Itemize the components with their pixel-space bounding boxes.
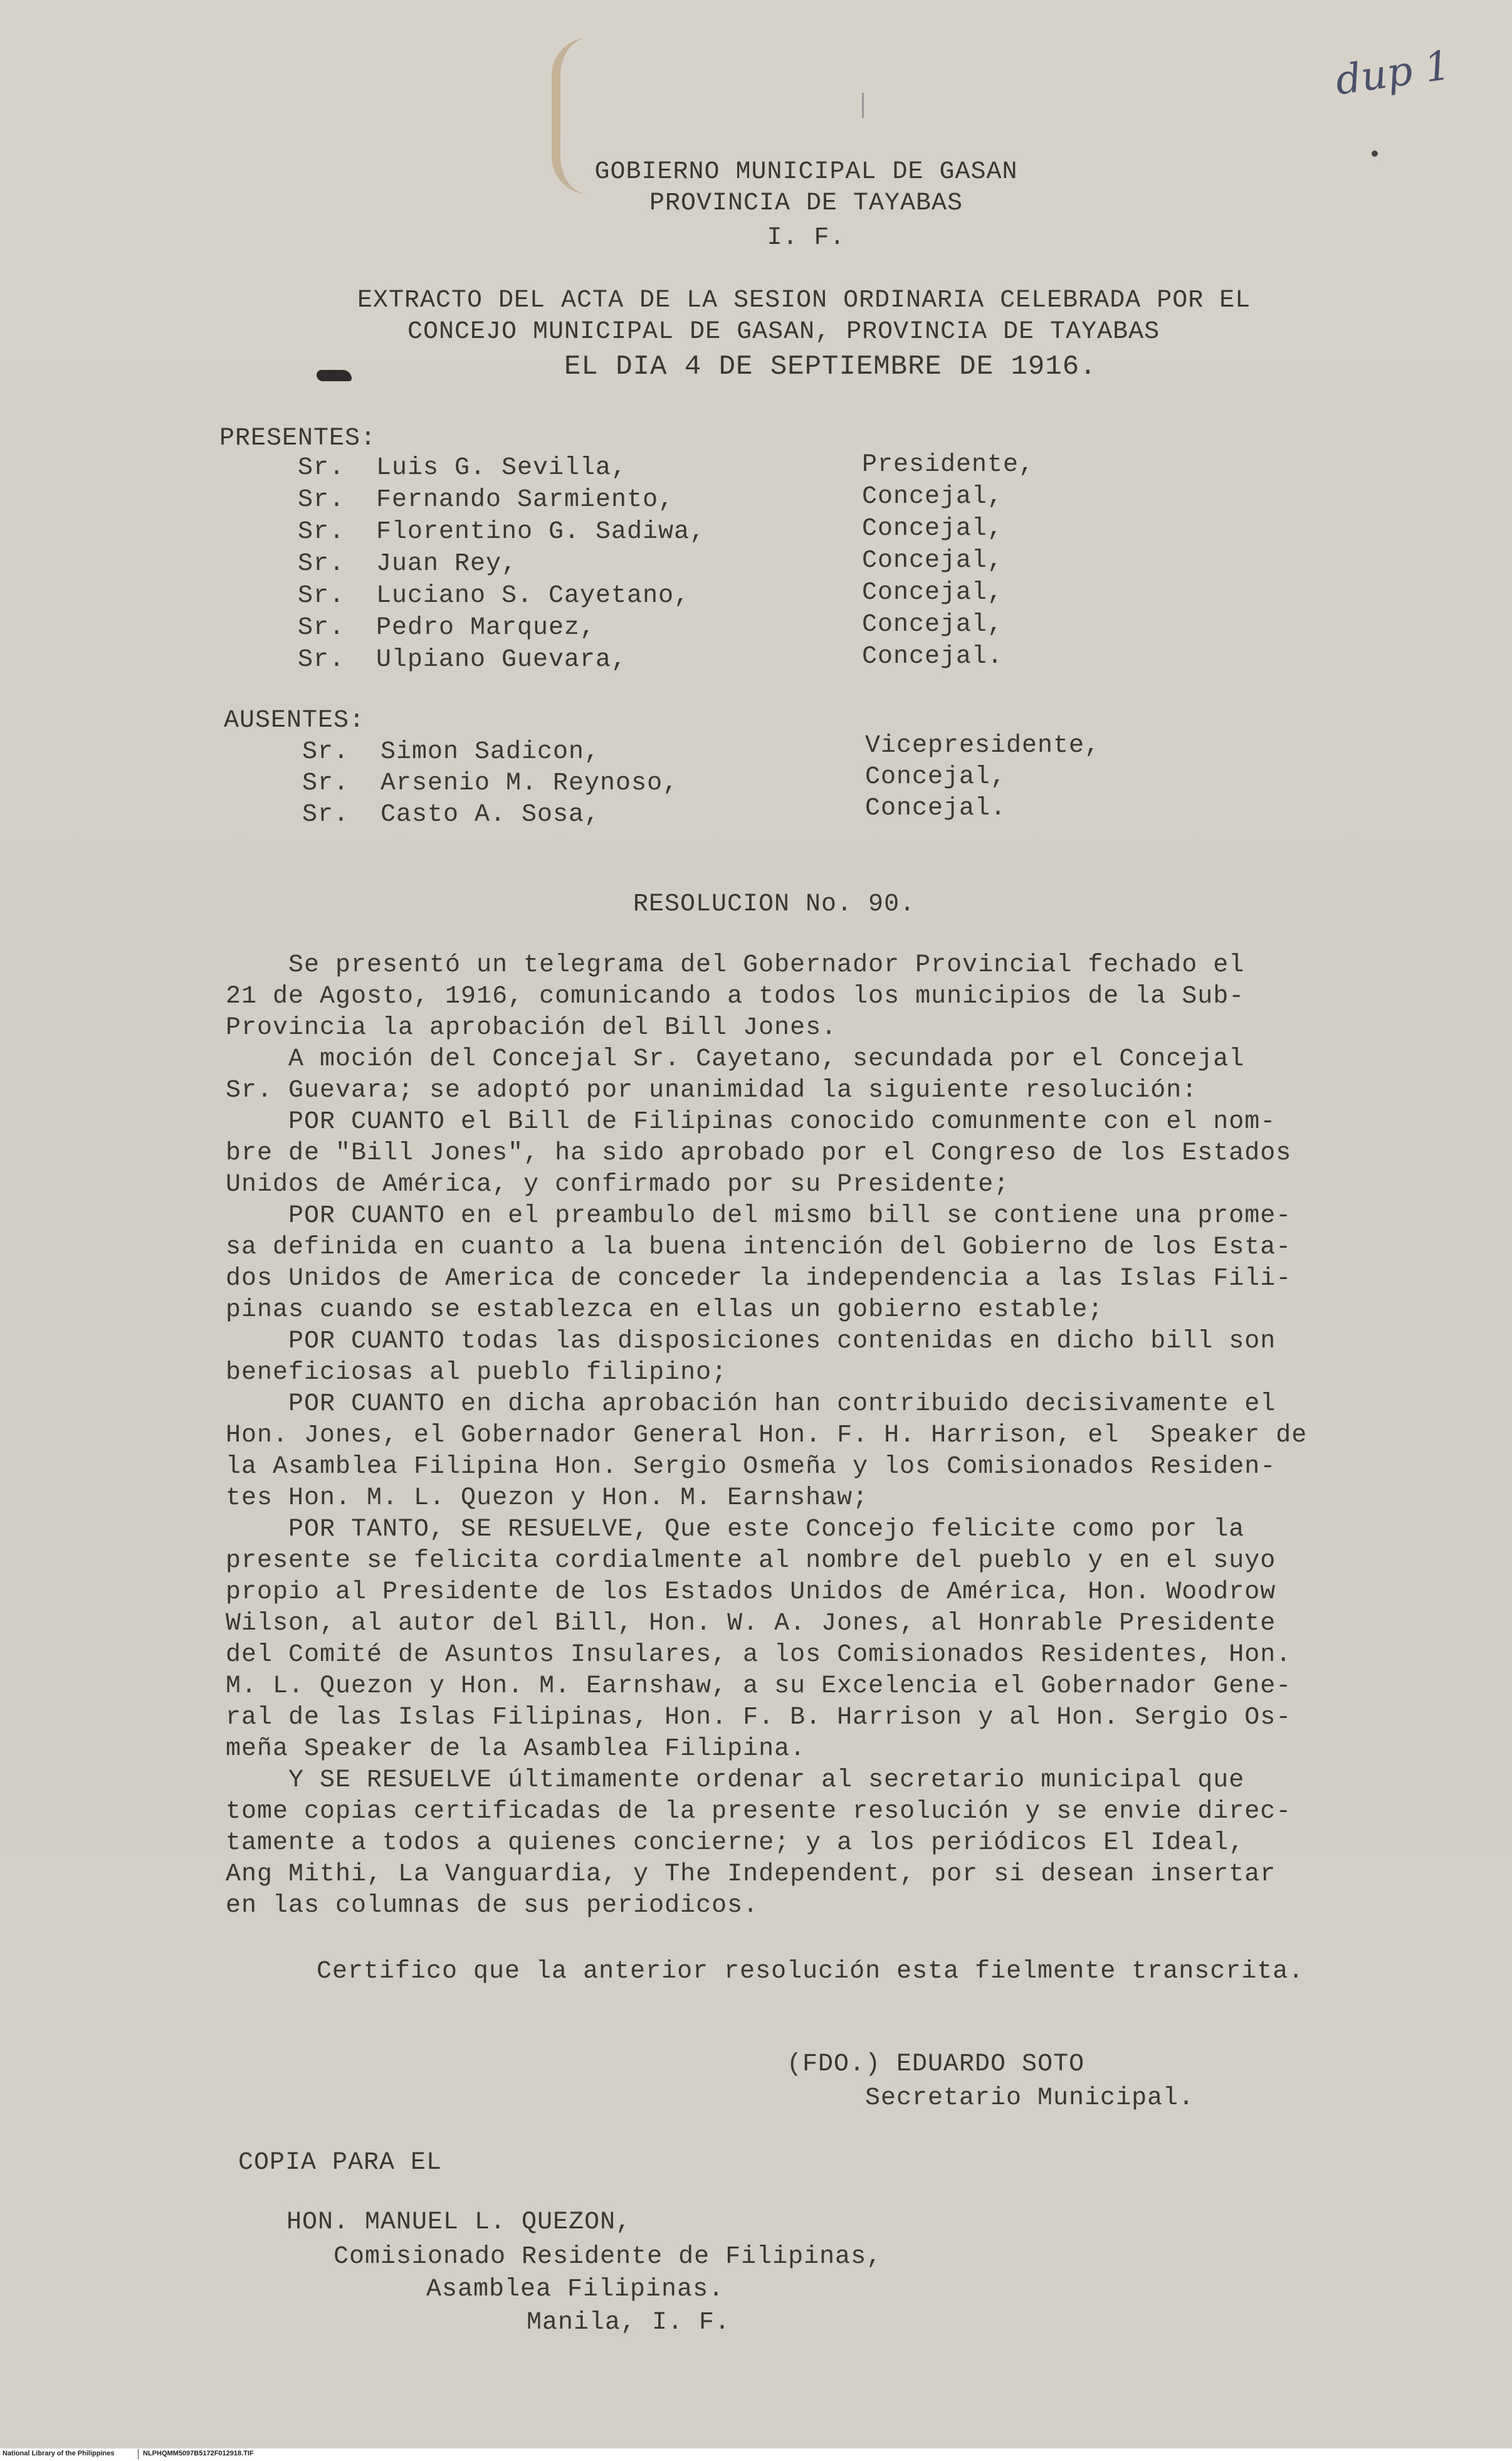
resolution-line: ral de las Islas Filipinas, Hon. F. B. Harrison y al Hon. Sergio Os- [226,1704,1292,1732]
copy-recipient-city: Manila, I. F. [527,2309,731,2337]
resolution-line: Wilson, al autor del Bill, Hon. W. A. Jones, al Honrable Presidente [226,1610,1276,1638]
ink-blot [317,370,352,381]
title-line-3: EL DIA 4 DE SEPTIEMBRE DE 1916. [564,351,1097,382]
title-line-1: EXTRACTO DEL ACTA DE LA SESION ORDINARIA CELEBRADA POR EL [357,287,1251,315]
header-province: PROVINCIA DE TAYABAS [649,189,963,218]
resolution-line: propio al Presidente de los Estados Unidos de América, Hon. Woodrow [226,1578,1276,1606]
binding-mark [862,93,864,118]
header-country: I. F. [767,224,846,252]
resolution-line: presente se felicita cordialmente al nombre del pueblo y en el suyo [226,1547,1276,1575]
footer-file-id: NLPHQMM5097B5172F012918.TIF [143,2450,254,2457]
resolution-line: dos Unidos de America de conceder la independencia a las Islas Fili- [226,1265,1292,1293]
resolution-line: A moción del Concejal Sr. Cayetano, secundada por el Concejal [226,1045,1245,1073]
attendee-role: Concejal, [862,579,1004,607]
absentee-name: Simon Sadicon, [381,738,601,766]
copy-recipient-title: Comisionado Residente de Filipinas, [333,2243,883,2271]
resolution-line: Provincia la aprobación del Bill Jones. [226,1014,837,1042]
presentes-label: PRESENTES: [219,424,377,453]
attendee-name: Luciano S. Cayetano, [376,582,690,610]
absentee-role: Vicepresidente, [865,732,1101,760]
resolution-line: POR CUANTO en dicha aprobación han contribuido decisivamente el [226,1390,1276,1418]
handwritten-annotation: dup 1 [1332,42,1454,105]
signature-name: (FDO.) EDUARDO SOTO [787,2050,1085,2079]
resolution-line: meña Speaker de la Asamblea Filipina. [226,1735,806,1763]
attendee-honorific: Sr. [298,486,345,514]
resolution-line: bre de "Bill Jones", ha sido aprobado por el Congreso de los Estados [226,1139,1292,1167]
resolution-line: Unidos de América, y confirmado por su Presidente; [226,1171,1010,1199]
attendee-name: Juan Rey, [376,550,518,578]
resolution-line: tome copias certificadas de la presente resolución y se envie direc- [226,1798,1292,1826]
resolution-line: Ang Mithi, La Vanguardia, y The Independent, por si desean insertar [226,1860,1276,1889]
attendee-role: Presidente, [862,451,1035,479]
header-municipality: GOBIERNO MUNICIPAL DE GASAN [594,158,1018,186]
attendee-name: Fernando Sarmiento, [376,486,675,514]
certification-text: Certifico que la anterior resolución esta fielmente transcrita. [317,1958,1305,1986]
attendee-honorific: Sr. [298,614,345,642]
resolution-line: Sr. Guevara; se adoptó por unanimidad la siguiente resolución: [226,1077,1198,1105]
absentee-role: Concejal, [865,763,1007,791]
attendee-name: Luis G. Sevilla, [376,454,627,482]
copy-recipient: HON. MANUEL L. QUEZON, [286,2208,632,2237]
resolution-line: del Comité de Asuntos Insulares, a los Comisionados Residentes, Hon. [226,1641,1292,1669]
footer-library: National Library of the Philippines [3,2450,115,2457]
resolution-body [226,950,1329,1922]
ink-dot [1372,150,1378,157]
title-line-2: CONCEJO MUNICIPAL DE GASAN, PROVINCIA DE TAYABAS [407,318,1160,346]
attendee-honorific: Sr. [298,454,345,482]
resolution-line: Hon. Jones, el Gobernador General Hon. F. H. Harrison, el Speaker de [226,1421,1308,1450]
absentee-name: Casto A. Sosa, [381,801,601,829]
resolution-line: beneficiosas al pueblo filipino; [226,1359,728,1387]
resolution-line: POR TANTO, SE RESUELVE, Que este Concejo felicite como por la [226,1515,1245,1544]
attendee-role: Concejal, [862,483,1004,511]
copy-recipient-org: Asamblea Filipinas. [426,2275,725,2304]
attendee-honorific: Sr. [298,582,345,610]
absentee-name: Arsenio M. Reynoso, [381,769,679,798]
attendee-honorific: Sr. [298,646,345,674]
signature-title: Secretario Municipal. [865,2084,1195,2112]
resolution-line: en las columnas de sus periodicos. [226,1892,759,1920]
absentee-role: Concejal. [865,794,1007,823]
absentee-honorific: Sr. [302,769,350,798]
resolution-line: POR CUANTO todas las disposiciones contenidas en dicho bill son [226,1327,1276,1356]
resolution-line: sa definida en cuanto a la buena intención del Gobierno de los Esta- [226,1233,1292,1262]
absentee-honorific: Sr. [302,738,350,766]
resolution-line: Y SE RESUELVE últimamente ordenar al secretario municipal que [226,1766,1245,1794]
resolution-heading: RESOLUCION No. 90. [633,890,916,919]
resolution-line: Se presentó un telegrama del Gobernador Provincial fechado el [226,951,1245,979]
resolution-line: POR CUANTO el Bill de Filipinas conocido comunmente con el nom- [226,1108,1276,1136]
attendee-name: Ulpiano Guevara, [376,646,627,674]
resolution-line: tes Hon. M. L. Quezon y Hon. M. Earnshaw; [226,1484,869,1512]
absentee-honorific: Sr. [302,801,350,829]
attendee-role: Concejal, [862,547,1004,575]
ausentes-label: AUSENTES: [224,707,365,735]
attendee-role: Concejal, [862,611,1004,639]
attendee-honorific: Sr. [298,518,345,546]
resolution-line: pinas cuando se establezca en ellas un gobierno estable; [226,1296,1104,1324]
resolution-line: tamente a todos a quienes concierne; y a los periódicos El Ideal, [226,1829,1245,1857]
resolution-line: M. L. Quezon y Hon. M. Earnshaw, a su Excelencia el Gobernador Gene- [226,1672,1292,1700]
copy-label: COPIA PARA EL [238,2149,443,2177]
attendee-name: Pedro Marquez, [376,614,596,642]
footer-separator [138,2449,139,2459]
attendee-name: Florentino G. Sadiwa, [376,518,706,546]
resolution-line: 21 de Agosto, 1916, comunicando a todos los municipios de la Sub- [226,983,1245,1011]
attendee-honorific: Sr. [298,550,345,578]
attendee-role: Concejal. [862,643,1004,671]
attendee-role: Concejal, [862,515,1004,543]
resolution-line: POR CUANTO en el preambulo del mismo bill se contiene una prome- [226,1202,1292,1230]
resolution-line: la Asamblea Filipina Hon. Sergio Osmeña y los Comisionados Residen- [226,1453,1276,1481]
